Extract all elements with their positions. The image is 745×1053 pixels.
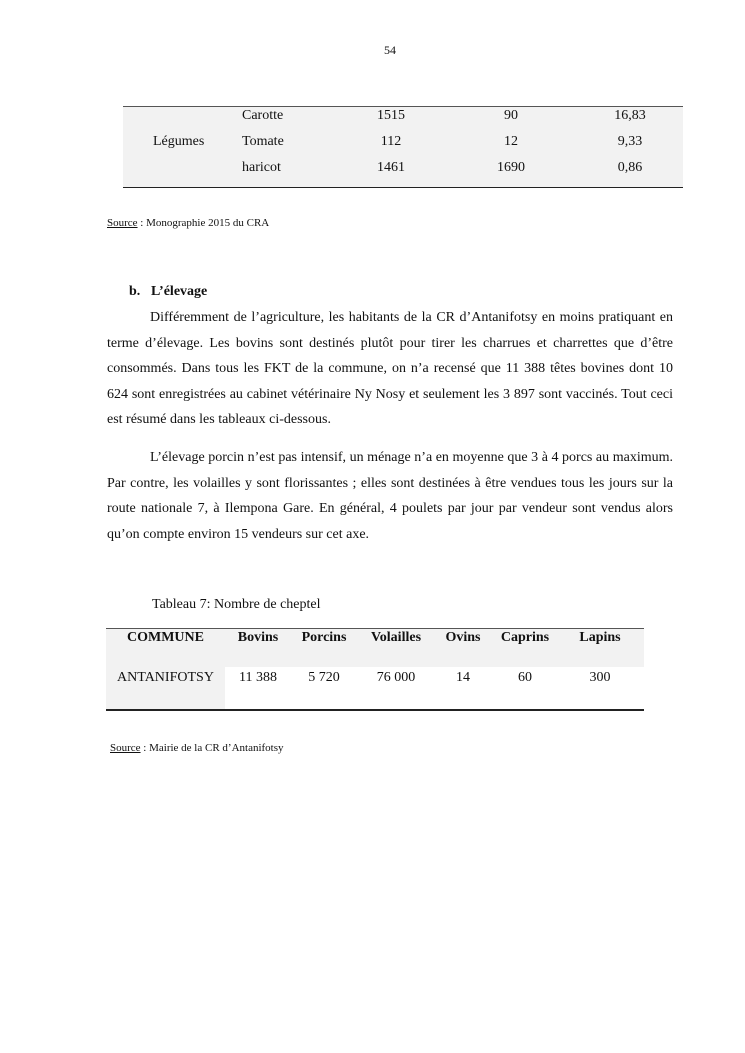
- value-cell: 300: [589, 670, 611, 685]
- category-cell: Légumes: [153, 134, 205, 149]
- source-note: [107, 217, 269, 229]
- value-cell: 16,83: [614, 108, 646, 123]
- source-label: Source: [107, 217, 138, 229]
- value-cell: 1690: [497, 160, 525, 175]
- value-cell: 112: [380, 134, 402, 149]
- page-number: 54: [384, 43, 396, 57]
- value-cell: 11 388: [239, 670, 277, 685]
- value-cell: 76 000: [376, 670, 416, 685]
- crop-name: Carotte: [242, 108, 284, 123]
- cheptel-table: [106, 628, 644, 710]
- table-caption: Tableau 7: Nombre de cheptel: [152, 597, 321, 612]
- crop-name: haricot: [242, 160, 281, 175]
- value-cell: 1515: [377, 108, 405, 123]
- source-label: Source: [110, 742, 141, 754]
- column-header: COMMUNE: [127, 630, 204, 645]
- value-cell: 1461: [377, 160, 405, 175]
- table-row: [123, 134, 683, 154]
- section-title: L’élevage: [151, 284, 208, 299]
- table-row: [123, 108, 683, 128]
- paragraph: L’élevage porcin n’est pas intensif, un ménage n’a en moyenne que 3 à 4 porcs au maximum. Par contre, les volailles y sont florissantes ; elles sont destinées à être vendues tous les jours sur la route nationale 7, à Ilempona Gare. En général, 4 poulets par jour par vendeur sont vendus alors qu’on compte environ 15 vendeurs sur cet axe.: [107, 450, 673, 542]
- source-text: : Mairie de la CR d’Antanifotsy: [140, 742, 284, 754]
- section-heading: [129, 284, 207, 300]
- table-rule: [106, 709, 644, 711]
- column-header: Porcins: [301, 630, 347, 645]
- column-header: Ovins: [445, 630, 481, 645]
- commune-cell: ANTANIFOTSY: [117, 670, 214, 685]
- value-cell: 0,86: [617, 160, 643, 175]
- column-header: Lapins: [579, 630, 621, 645]
- column-header: Volailles: [370, 630, 422, 645]
- value-cell: 9,33: [617, 134, 643, 149]
- value-cell: 90: [504, 108, 518, 123]
- source-note: [110, 742, 284, 754]
- table-row: [123, 160, 683, 180]
- value-cell: 5 720: [308, 670, 340, 685]
- column-header: Caprins: [500, 630, 550, 645]
- paragraph: Différemment de l’agriculture, les habitants de la CR d’Antanifotsy en moins pratiquant en terme d’élevage. Les bovins sont destinés plutôt pour tirer les charrues et charrettes que d’être consommés. Dans tous les FKT de la commune, on n’a recensé que 11 388 têtes bovines dont 10 624 sont enregistrées au cabinet vétérinaire Ny Nosy et seulement les 3 897 sont vaccinés. Tout ceci est résumé dans les tableaux ci-dessous.: [107, 310, 673, 427]
- legumes-table: [123, 106, 683, 188]
- column-header: Bovins: [237, 630, 279, 645]
- value-cell: 12: [504, 134, 518, 149]
- source-text: : Monographie 2015 du CRA: [137, 217, 270, 229]
- value-cell: 14: [456, 670, 470, 685]
- value-cell: 60: [518, 670, 532, 685]
- section-label: b.: [129, 284, 141, 299]
- crop-name: Tomate: [242, 134, 284, 149]
